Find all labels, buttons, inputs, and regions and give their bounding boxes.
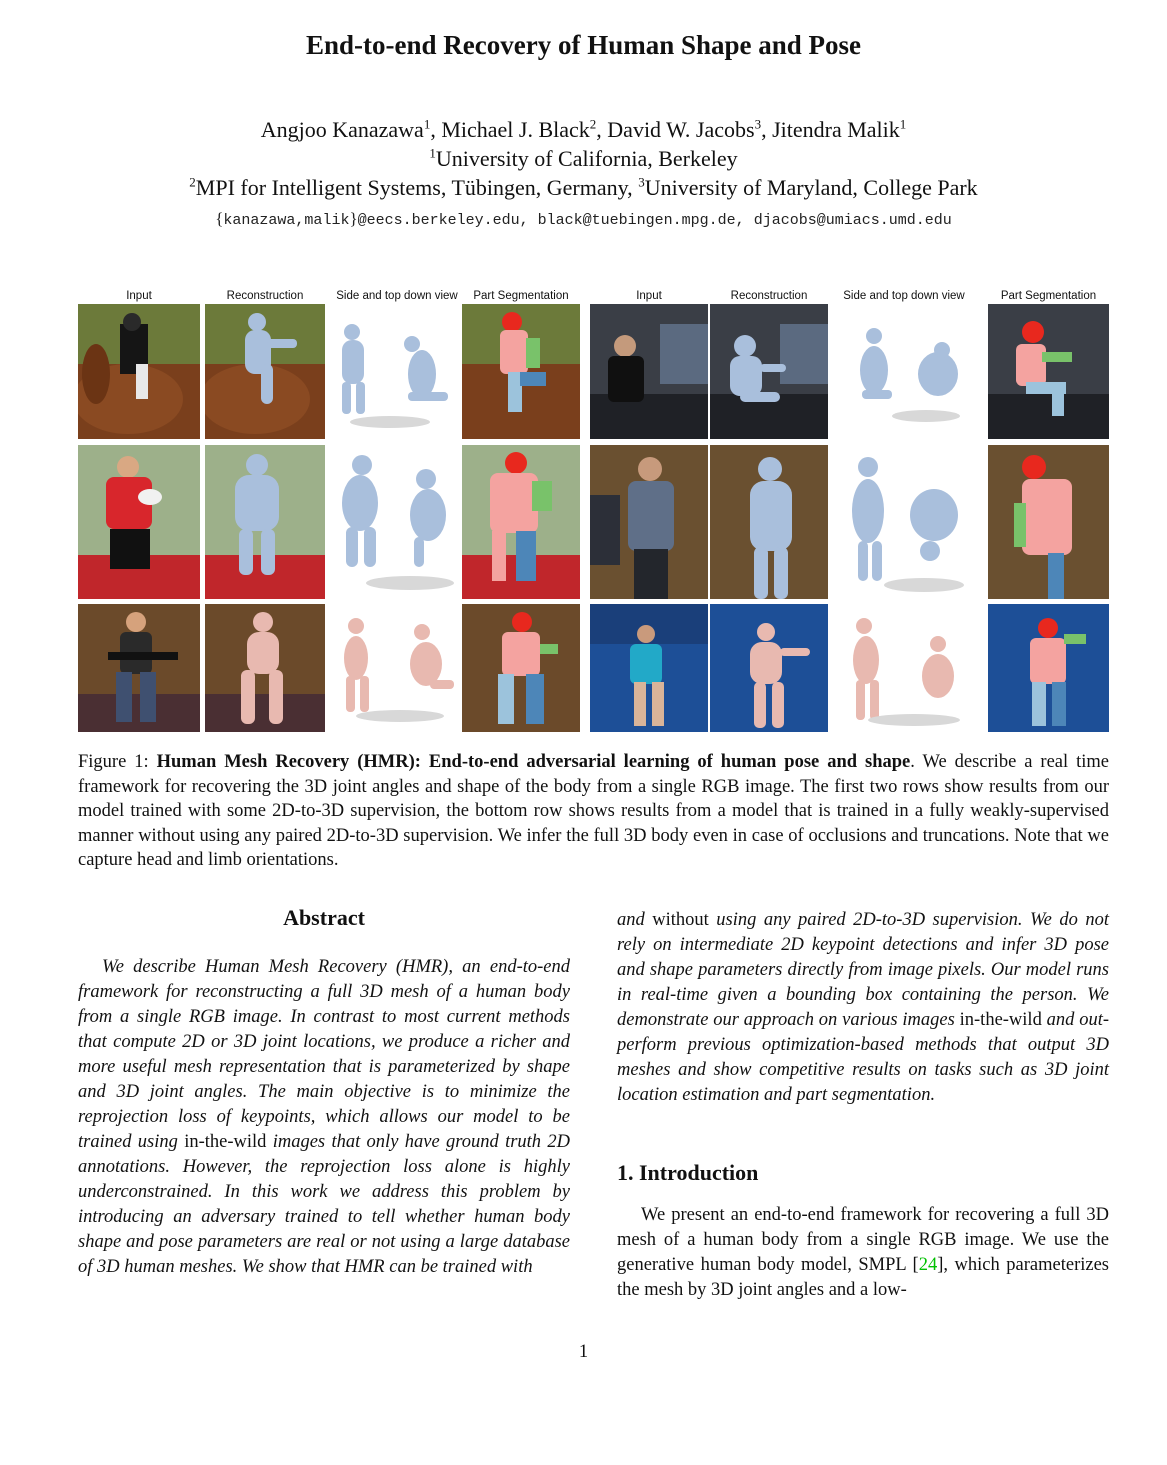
column-label-side-top-view: Side and top down view bbox=[843, 290, 965, 302]
part-segmentation-standing-man bbox=[988, 445, 1109, 599]
column-label-reconstruction: Reconstruction bbox=[730, 290, 808, 302]
side-top-view-office-worker bbox=[834, 304, 974, 439]
reconstruction-rugby-player bbox=[205, 445, 325, 599]
input-photo-standing-man bbox=[590, 445, 708, 599]
affiliation-text: University of California, Berkeley bbox=[435, 146, 738, 171]
affiliation-mark: 2 bbox=[189, 174, 196, 190]
author-list: Angjoo Kanazawa$^1$, Michael J. Black$^2$, David W. Jacobs$^3$, Jitendra Malik$^1$ bbox=[260, 116, 907, 142]
author-name: Jitendra Malik bbox=[772, 117, 900, 142]
author-affiliation-mark: 3 bbox=[754, 116, 762, 132]
caption-bold-title: Human Mesh Recovery (HMR): End-to-end adversarial learning of human pose and shape bbox=[156, 752, 911, 772]
input-photo-rugby-player bbox=[78, 445, 200, 599]
email-brace: { bbox=[215, 209, 224, 228]
side-top-view-tennis-player bbox=[834, 604, 974, 732]
reconstruction-office-worker bbox=[710, 304, 828, 439]
abstract-italic-text: using any paired 2D-to-3D supervision. We do not rely on intermediate 2D keypoint detections and infer 3D pose and shape parameters directly from image pixels. Our model runs in real-time given a bounding box containing the person. We demonstrate our approach on various images bbox=[617, 910, 1110, 1030]
author-name: David W. Jacobs bbox=[607, 117, 755, 142]
reconstruction-tennis-player bbox=[710, 604, 828, 732]
input-photo-office-worker bbox=[590, 304, 708, 439]
column-label-side-top-view: Side and top down view bbox=[336, 290, 458, 302]
section-heading-introduction: 1. Introduction bbox=[617, 1160, 759, 1185]
author-affiliation-mark: 1 bbox=[899, 116, 907, 132]
column-label-reconstruction: Reconstruction bbox=[226, 290, 304, 302]
abstract-continued bbox=[617, 908, 1109, 1108]
author-affiliation-mark: 1 bbox=[423, 116, 431, 132]
affiliation-mark: 3 bbox=[638, 174, 645, 190]
author-emails[interactable] bbox=[0, 209, 1167, 229]
author-name: Michael J. Black bbox=[441, 117, 590, 142]
column-label-input: Input bbox=[126, 290, 152, 302]
abstract-roman-text: without bbox=[644, 910, 717, 930]
side-top-view-rugby-player bbox=[330, 445, 462, 599]
figure-1 bbox=[78, 286, 1109, 732]
author-affiliation-mark: 2 bbox=[589, 116, 597, 132]
affiliation-text: University of Maryland, College Park bbox=[644, 175, 978, 200]
input-photo-tennis-player bbox=[590, 604, 708, 732]
column-label-part-segmentation: Part Segmentation bbox=[473, 290, 569, 302]
caption-prefix: Figure 1: bbox=[78, 752, 157, 772]
introduction-text bbox=[617, 1203, 1109, 1303]
email-list: @eecs.berkeley.edu, black@tuebingen.mpg.de, djacobs@umiacs.umd.edu bbox=[357, 212, 952, 229]
abstract-italic-text: and bbox=[617, 910, 645, 930]
abstract-text bbox=[78, 955, 570, 1280]
side-top-view-horse-rider bbox=[330, 304, 462, 439]
abstract-italic-text: We describe Human Mesh Recovery (HMR), an end-to-end framework for reconstructing a full 3D mesh of a human body from a single RGB image. In contrast to most current methods that compute 2D or 3D joint locations, we produce a richer and more useful mesh representation that is parameterized by shape and 3D joint angles. The main objective is to minimize the reprojection loss of keypoints, which allows our model to be trained using bbox=[78, 957, 570, 1152]
page-number: 1 bbox=[578, 1342, 589, 1362]
input-photo-horse-rider bbox=[78, 304, 200, 439]
caption-text: . We describe a real time framework for recovering the 3D joint angles and shape of the body from a single RGB image. The first two rows show results from our model trained with some 2D-to-3D supervision, the bottom row shows results from a model that is trained in a fully weakly-supervised manner without using any paired 2D-to-3D supervision. We infer the full 3D body even in case of occlusions and truncations. Note that we capture head and limb orientations. bbox=[78, 752, 1109, 870]
intro-text: ], which parameterizes the mesh by 3D joint angles and a low- bbox=[617, 1255, 1109, 1300]
column-label-input: Input bbox=[636, 290, 662, 302]
part-segmentation-guitarist bbox=[462, 604, 580, 732]
column-label-part-segmentation: Part Segmentation bbox=[1000, 290, 1097, 302]
reconstruction-guitarist bbox=[205, 604, 325, 732]
reconstruction-horse-rider bbox=[205, 304, 325, 439]
intro-text: We present an end-to-end framework for recovering a full 3D mesh of a human body from a single RGB image. We use the generative human body model, SMPL [ bbox=[617, 1205, 1109, 1275]
abstract-roman-text: in-the-wild bbox=[184, 1132, 267, 1152]
abstract-heading: Abstract bbox=[283, 905, 365, 930]
figure-caption bbox=[78, 750, 1109, 873]
affiliation-mark: 1 bbox=[429, 145, 436, 161]
abstract-italic-text: images that only have ground truth 2D annotations. However, the reprojection loss alone is highly underconstrained. In this work we address this problem by introducing an adversary trained to tell whether human body shape and pose parameters are real or not using a large database of 3D human meshes. We show that HMR can be trained with bbox=[78, 1132, 570, 1277]
side-top-view-standing-man bbox=[834, 445, 974, 599]
email-brace: } bbox=[349, 209, 358, 228]
part-segmentation-rugby-player bbox=[462, 445, 580, 599]
affiliation-line-1 bbox=[0, 145, 1167, 173]
citation-link[interactable]: 24 bbox=[918, 1255, 938, 1275]
email-group: kanazawa,malik bbox=[223, 212, 350, 229]
reconstruction-standing-man bbox=[710, 445, 828, 599]
part-segmentation-tennis-player bbox=[988, 604, 1109, 732]
author-name: Angjoo Kanazawa bbox=[260, 117, 424, 142]
input-photo-guitarist bbox=[78, 604, 200, 732]
affiliation-text: MPI for Intelligent Systems, Tübingen, Germany, bbox=[195, 175, 639, 200]
abstract-italic-text: and out-perform previous optimization-based methods that output 3D meshes and show competitive results on tasks such as 3D joint location estimation and part segmentation. bbox=[617, 1010, 1109, 1105]
paper-title: End-to-end Recovery of Human Shape and Pose bbox=[305, 30, 862, 60]
abstract-roman-text: in-the-wild bbox=[959, 1010, 1042, 1030]
part-segmentation-horse-rider bbox=[462, 304, 580, 439]
side-top-view-guitarist bbox=[330, 604, 462, 732]
part-segmentation-office-worker bbox=[988, 304, 1109, 439]
affiliation-line-2 bbox=[0, 174, 1167, 202]
